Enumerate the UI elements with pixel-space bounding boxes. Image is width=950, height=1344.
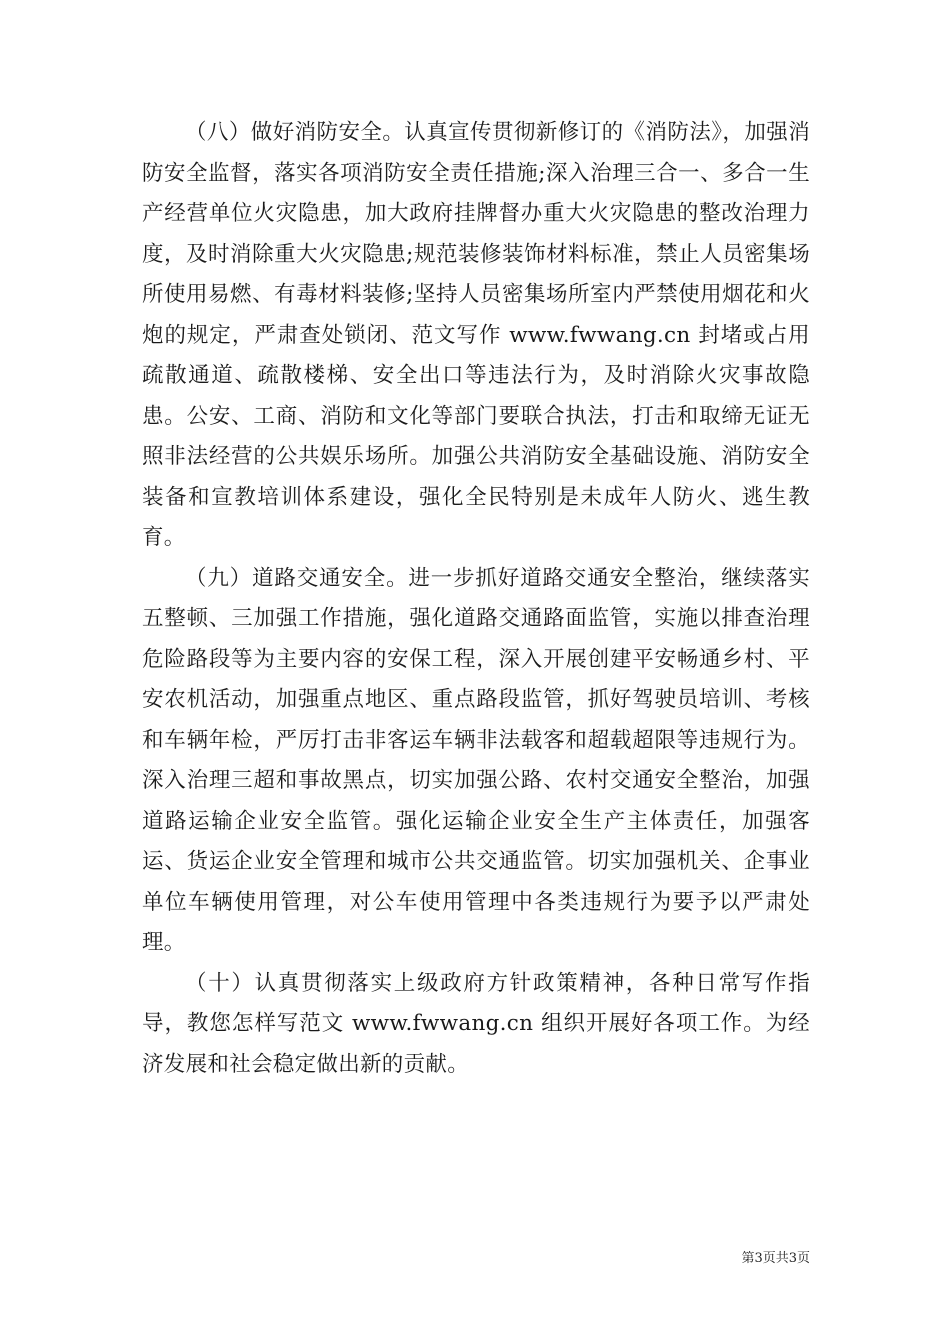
document-body — [142, 113, 810, 1085]
page-number-footer: 第3页共3页 — [741, 1251, 810, 1266]
paragraph-implement-policies: （十）认真贯彻落实上级政府方针政策精神，各种日常写作指导，教您怎样写范文 www.fwwang.cn 组织开展好各项工作。为经济发展和社会稳定做出新的贡献。 — [142, 970, 810, 1077]
paragraph-fire-safety: （八）做好消防安全。认真宣传贯彻新修订的《消防法》，加强消防安全监督，落实各项消防安全责任措施;深入治理三合一、多合一生产经营单位火灾隐患，加大政府挂牌督办重大火灾隐患的整改治理力度，及时消除重大火灾隐患;规范装修装饰材料标准，禁止人员密集场所使用易燃、有毒材料装修;坚持人员密集场所室内严禁使用烟花和火炮的规定，严肃查处锁闭、范文写作 www.fwwang.cn 封堵或占用疏散通道、疏散楼梯、安全出口等违法行为，及时消除火灾事故隐患。公安、工商、消防和文化等部门要联合执法，打击和取缔无证无照非法经营的公共娱乐场所。加强公共消防安全基础设施、消防安全装备和宣教培训体系建设，强化全民特别是未成年人防火、逃生教育。 — [142, 120, 810, 550]
paragraph-road-traffic-safety: （九）道路交通安全。进一步抓好道路交通安全整治，继续落实五整顿、三加强工作措施，强化道路交通路面监管，实施以排查治理危险路段等为主要内容的安保工程，深入开展创建平安畅通乡村、平安农机活动，加强重点地区、重点路段监管，抓好驾驶员培训、考核和车辆年检，严厉打击非客运车辆非法载客和超载超限等违规行为。深入治理三超和事故黑点，切实加强公路、农村交通安全整治，加强道路运输企业安全监管。强化运输企业安全生产主体责任，加强客运、货运企业安全管理和城市公共交通监管。切实加强机关、企事业单位车辆使用管理，对公车使用管理中各类违规行为要予以严肃处理。 — [142, 565, 810, 955]
